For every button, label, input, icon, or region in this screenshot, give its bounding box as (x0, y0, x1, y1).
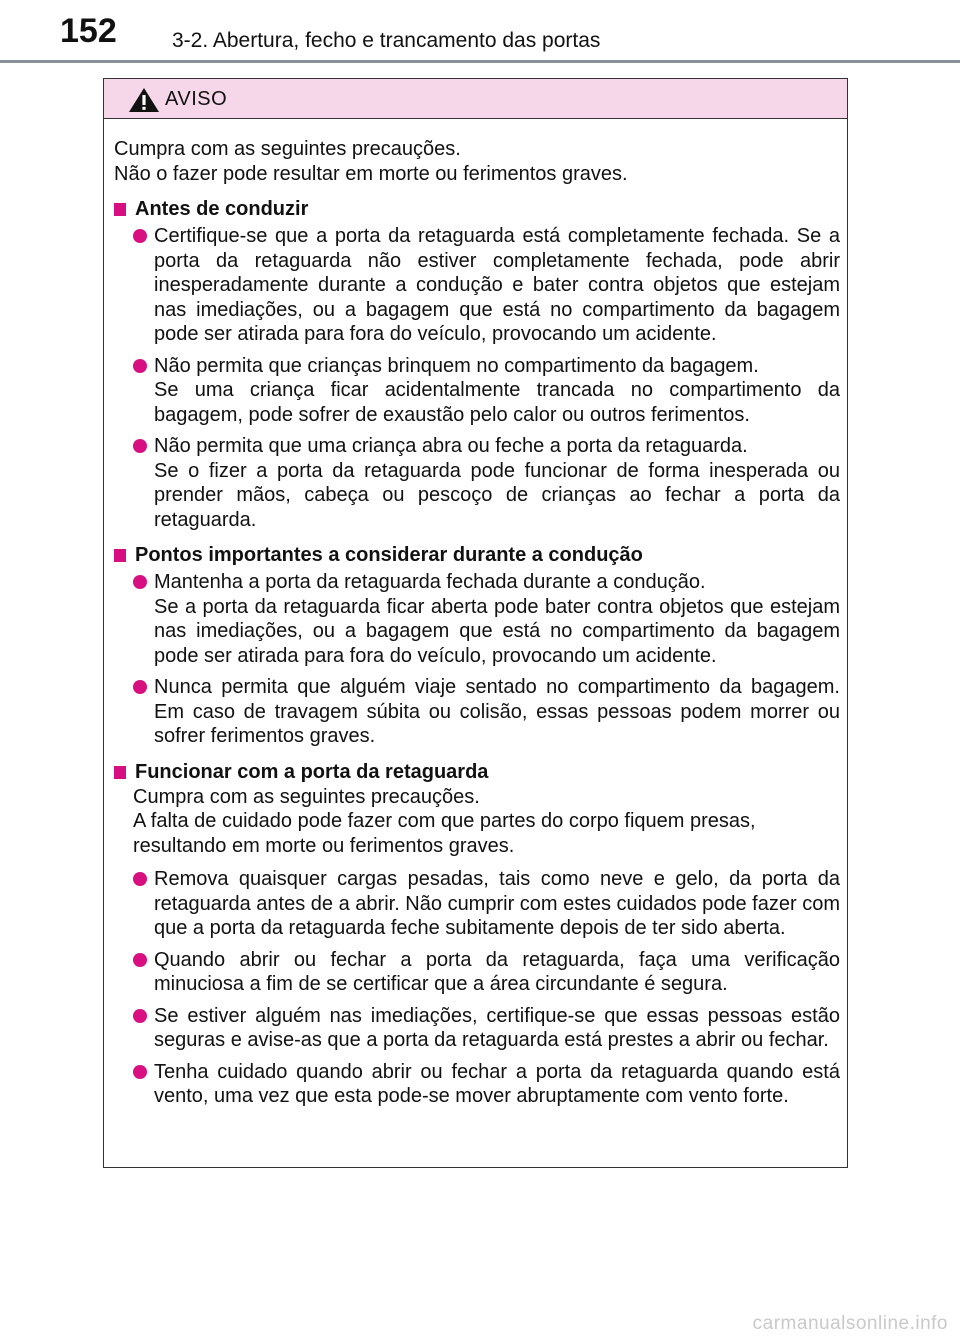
item-text: Nunca permita que alguém viaje sentado no compartimento da bagagem. Em caso de travagem súbita ou colisão, essas pessoas podem morrer ou sofrer ferimentos graves. (154, 676, 840, 747)
item-text: Certifique-se que a porta da retaguarda está completamente fechada. Se a porta da retaguarda não estiver completamente fechada, pode abrir inesperadamente durante a condução e bater contra objetos que estejam nas imediações, ou a bagagem que está no compartimento da bagagem pode ser atirada para fora do veículo, provocando um acidente. (154, 225, 840, 345)
intro-line: Não o fazer pode resultar em morte ou ferimentos graves. (114, 162, 628, 185)
list-item (114, 675, 840, 749)
list-item (114, 434, 840, 532)
intro-line: Cumpra com as seguintes precauções. (114, 138, 461, 160)
bullet-list (114, 224, 840, 532)
item-text: Não permita que crianças brinquem no compartimento da bagagem. (154, 354, 759, 377)
bullet-list (114, 570, 840, 749)
section-before-driving (114, 197, 840, 532)
item-text: Quando abrir ou fechar a porta da retaguarda, faça uma verificação minuciosa a fim de se certificar que a área circundante é segura. (154, 948, 840, 995)
round-bullet-icon (133, 575, 147, 589)
section-text (114, 785, 840, 859)
round-bullet-icon (133, 359, 147, 373)
page-number: 152 (60, 12, 117, 50)
item-text: Se o fizer a porta da retaguarda pode funcionar de forma inesperada ou prender mãos, cabeça ou pescoço de crianças ao fechar a porta da retaguarda. (154, 459, 840, 531)
warning-body (104, 119, 847, 1109)
warning-intro (114, 137, 840, 186)
item-text: Se estiver alguém nas imediações, certifique-se que essas pessoas estão seguras e avise-as que a porta da retaguarda está prestes a abrir ou fechar. (154, 1004, 840, 1051)
list-item (114, 224, 840, 347)
warning-header (104, 79, 847, 119)
list-item (114, 948, 840, 997)
round-bullet-icon (133, 229, 147, 243)
section-heading-text: Funcionar com a porta da retaguarda (135, 760, 489, 783)
round-bullet-icon (133, 953, 147, 967)
round-bullet-icon (133, 1009, 147, 1023)
list-item (114, 354, 840, 428)
round-bullet-icon (133, 439, 147, 453)
section-operating-back-door (114, 760, 840, 1109)
list-item (114, 1004, 840, 1053)
section-text-line: A falta de cuidado pode fazer com que partes do corpo fiquem presas, resultando em morte ou ferimentos graves. (133, 810, 756, 857)
section-heading-text: Antes de conduzir (135, 198, 309, 221)
item-text: Não permita que uma criança abra ou feche a porta da retaguarda. (154, 435, 748, 457)
item-text: Se a porta da retaguarda ficar aberta pode bater contra objetos que estejam nas imediações, ou a bagagem que está no compartimento da bagagem pode ser atirada para fora do veículo, provocando um acidente. (154, 595, 840, 667)
section-heading (114, 760, 840, 785)
warning-label: AVISO (165, 88, 228, 110)
section-heading (114, 197, 840, 222)
section-heading-text: Pontos importantes a considerar durante a condução (135, 544, 643, 567)
square-bullet-icon (114, 549, 126, 562)
header-divider (0, 60, 960, 63)
item-text: Se uma criança ficar acidentalmente trancada no compartimento da bagagem, pode sofrer de exaustão pelo calor ou outros ferimentos. (154, 379, 840, 426)
bullet-list (114, 867, 840, 1109)
section-heading (114, 543, 840, 568)
warning-box (103, 78, 848, 1168)
list-item (114, 570, 840, 668)
list-item (114, 1060, 840, 1109)
warning-triangle-icon (128, 87, 160, 113)
section-while-driving (114, 543, 840, 749)
item-text: Mantenha a porta da retaguarda fechada durante a condução. (154, 571, 706, 593)
item-text: Remova quaisquer cargas pesadas, tais como neve e gelo, da porta da retaguarda antes de a abrir. Não cumprir com estes cuidados pode fazer com que a porta da retaguarda feche subitamente depois de ter sido aberta. (154, 868, 840, 939)
list-item (114, 867, 840, 941)
round-bullet-icon (133, 1065, 147, 1079)
item-text: Tenha cuidado quando abrir ou fechar a porta da retaguarda quando está vento, uma vez que esta pode-se mover abruptamente com vento forte. (154, 1060, 840, 1107)
watermark: carmanualsonline.info (752, 1313, 948, 1334)
section-text-line: Cumpra com as seguintes precauções. (133, 785, 480, 808)
page-header (0, 0, 960, 64)
round-bullet-icon (133, 872, 147, 886)
round-bullet-icon (133, 680, 147, 694)
section-title: 3-2. Abertura, fecho e trancamento das portas (172, 29, 601, 52)
square-bullet-icon (114, 766, 126, 779)
square-bullet-icon (114, 203, 126, 216)
